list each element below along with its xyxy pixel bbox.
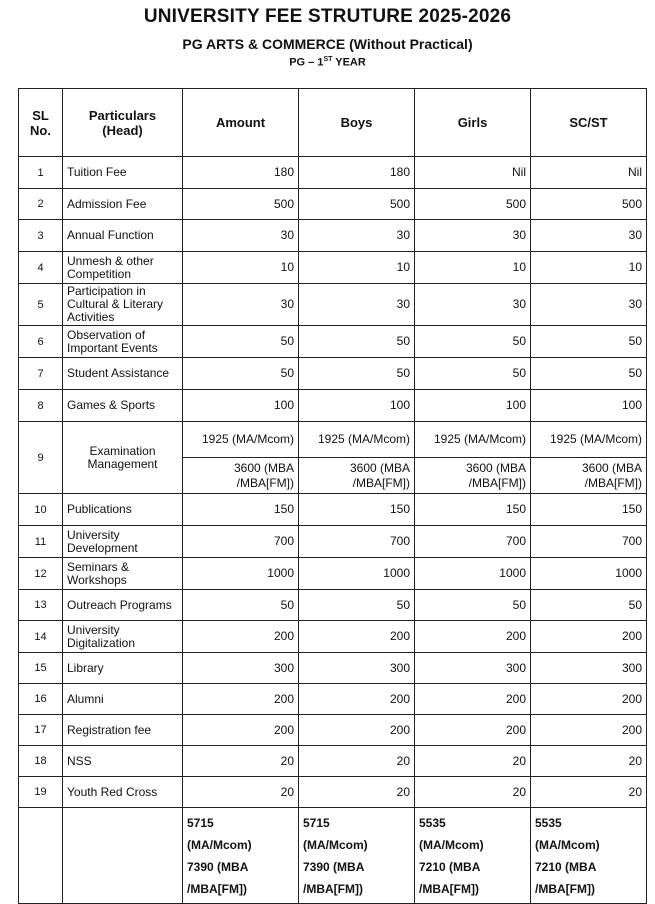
cell-girls: 100 [415, 390, 531, 422]
cell-scst-mba: 3600 (MBA /MBA[FM]) [531, 458, 647, 494]
table-row [19, 390, 647, 422]
table-row [19, 558, 647, 590]
cell-boys: 500 [299, 189, 415, 220]
cell-amount: 100 [183, 390, 299, 422]
cell-boys: 1000 [299, 558, 415, 590]
cell-sl: 16 [19, 684, 63, 715]
total-amount [183, 808, 299, 904]
total-girls-line2: (MA/Mcom) [419, 837, 484, 852]
cell-amount: 300 [183, 653, 299, 684]
cell-amount: 50 [183, 326, 299, 358]
cell-boys: 300 [299, 653, 415, 684]
total-amount-line3: 7390 (MBA [187, 859, 249, 874]
page-subtitle: PG ARTS & COMMERCE (Without Practical) [182, 36, 473, 52]
cell-boys-mba: 3600 (MBA /MBA[FM]) [299, 458, 415, 494]
total-sl-empty [19, 808, 63, 904]
cell-girls: 30 [415, 220, 531, 252]
cell-boys: 50 [299, 358, 415, 390]
header-sl [19, 89, 63, 157]
total-row [19, 808, 647, 904]
header-girls: Girls [415, 89, 531, 157]
cell-sl: 2 [19, 189, 63, 220]
cell-girls: 700 [415, 526, 531, 558]
cell-girls: 10 [415, 252, 531, 284]
table-row [19, 326, 647, 358]
cell-boys: 20 [299, 777, 415, 808]
cell-boys: 700 [299, 526, 415, 558]
cell-girls: 150 [415, 494, 531, 526]
cell-particular: Library [63, 653, 183, 684]
cell-particular: Alumni [63, 684, 183, 715]
cell-particular: Outreach Programs [63, 590, 183, 621]
cell-scst: 500 [531, 189, 647, 220]
cell-particular: Unmesh & other Competition [63, 252, 183, 284]
table-row [19, 684, 647, 715]
cell-amount-mcom: 1925 (MA/Mcom) [183, 422, 299, 458]
cell-sl: 9 [19, 422, 63, 494]
header-boys: Boys [299, 89, 415, 157]
cell-boys: 200 [299, 684, 415, 715]
cell-particular: Tuition Fee [63, 157, 183, 189]
table-row [19, 777, 647, 808]
cell-sl: 19 [19, 777, 63, 808]
total-particular-empty [63, 808, 183, 904]
total-scst-line4: /MBA[FM]) [535, 881, 595, 896]
cell-boys: 180 [299, 157, 415, 189]
cell-particular: Student Assistance [63, 358, 183, 390]
total-boys [299, 808, 415, 904]
table-row [19, 284, 647, 326]
cell-sl: 18 [19, 746, 63, 777]
cell-scst: 20 [531, 777, 647, 808]
table-row [19, 621, 647, 653]
total-boys-line3: 7390 (MBA [303, 859, 365, 874]
table-row [19, 189, 647, 220]
cell-boys: 200 [299, 715, 415, 746]
header-row [19, 89, 647, 157]
total-scst-line2: (MA/Mcom) [535, 837, 600, 852]
cell-particular: Annual Function [63, 220, 183, 252]
header-particulars-line1: Particulars [88, 107, 157, 123]
total-girls [415, 808, 531, 904]
cell-particular: NSS [63, 746, 183, 777]
cell-particular: University Development [63, 526, 183, 558]
fee-table [18, 88, 647, 904]
header-sl-line2: No. [30, 122, 51, 138]
cell-scst: 20 [531, 746, 647, 777]
total-boys-line1: 5715 [303, 815, 330, 830]
total-boys-line2: (MA/Mcom) [303, 837, 368, 852]
table-row [19, 358, 647, 390]
cell-particular: University Digitalization [63, 621, 183, 653]
cell-sl: 4 [19, 252, 63, 284]
cell-particular: Observation of Important Events [63, 326, 183, 358]
cell-particular: Admission Fee [63, 189, 183, 220]
total-amount-line1: 5715 [187, 815, 214, 830]
year-label [0, 56, 655, 69]
total-scst-line1: 5535 [535, 815, 562, 830]
cell-particular: Games & Sports [63, 390, 183, 422]
cell-girls-mba: 3600 (MBA /MBA[FM]) [415, 458, 531, 494]
cell-girls: 50 [415, 358, 531, 390]
cell-particular: Youth Red Cross [63, 777, 183, 808]
cell-amount: 200 [183, 621, 299, 653]
cell-girls: 20 [415, 777, 531, 808]
year-superscript: ST [323, 56, 333, 63]
cell-amount: 700 [183, 526, 299, 558]
cell-scst: 10 [531, 252, 647, 284]
cell-amount: 150 [183, 494, 299, 526]
cell-amount: 200 [183, 684, 299, 715]
table-row [19, 715, 647, 746]
cell-girls: 30 [415, 284, 531, 326]
cell-amount: 50 [183, 590, 299, 621]
cell-girls: 50 [415, 326, 531, 358]
cell-particular: Examination Management [63, 422, 183, 494]
cell-girls: 50 [415, 590, 531, 621]
cell-boys: 10 [299, 252, 415, 284]
table-row [19, 653, 647, 684]
cell-scst: 150 [531, 494, 647, 526]
cell-sl: 17 [19, 715, 63, 746]
total-amount-line2: (MA/Mcom) [187, 837, 252, 852]
total-boys-line4: /MBA[FM]) [303, 881, 363, 896]
cell-boys: 30 [299, 220, 415, 252]
cell-girls: 300 [415, 653, 531, 684]
cell-amount: 20 [183, 746, 299, 777]
header-amount: Amount [183, 89, 299, 157]
cell-scst-mcom: 1925 (MA/Mcom) [531, 422, 647, 458]
year-suffix: YEAR [332, 56, 366, 69]
cell-particular: Seminars & Workshops [63, 558, 183, 590]
cell-particular: Publications [63, 494, 183, 526]
cell-amount: 20 [183, 777, 299, 808]
cell-boys: 150 [299, 494, 415, 526]
cell-amount: 30 [183, 220, 299, 252]
cell-scst: 200 [531, 684, 647, 715]
cell-boys: 50 [299, 590, 415, 621]
cell-scst: 1000 [531, 558, 647, 590]
cell-boys: 20 [299, 746, 415, 777]
header-scst: SC/ST [531, 89, 647, 157]
cell-girls: 200 [415, 621, 531, 653]
cell-boys: 30 [299, 284, 415, 326]
cell-sl: 3 [19, 220, 63, 252]
header-sl-line1: SL [32, 107, 49, 123]
cell-boys: 100 [299, 390, 415, 422]
cell-boys: 50 [299, 326, 415, 358]
total-scst-line3: 7210 (MBA [535, 859, 597, 874]
cell-scst: 100 [531, 390, 647, 422]
cell-amount: 10 [183, 252, 299, 284]
table-row [19, 526, 647, 558]
cell-amount: 500 [183, 189, 299, 220]
cell-sl: 8 [19, 390, 63, 422]
cell-scst: 30 [531, 220, 647, 252]
cell-sl: 14 [19, 621, 63, 653]
cell-scst: Nil [531, 157, 647, 189]
cell-scst: 30 [531, 284, 647, 326]
total-girls-line4: /MBA[FM]) [419, 881, 479, 896]
cell-amount: 50 [183, 358, 299, 390]
cell-particular: Participation in Cultural & Literary Activities [63, 284, 183, 326]
cell-girls: 500 [415, 189, 531, 220]
table-row [19, 157, 647, 189]
total-scst [531, 808, 647, 904]
cell-boys: 200 [299, 621, 415, 653]
table-row [19, 252, 647, 284]
cell-girls: 20 [415, 746, 531, 777]
cell-scst: 50 [531, 590, 647, 621]
page-title: UNIVERSITY FEE STRUTURE 2025-2026 [143, 6, 512, 27]
cell-girls: 200 [415, 715, 531, 746]
table-row [19, 494, 647, 526]
cell-amount-mba: 3600 (MBA /MBA[FM]) [183, 458, 299, 494]
header-particulars [63, 89, 183, 157]
cell-girls-mcom: 1925 (MA/Mcom) [415, 422, 531, 458]
year-prefix: PG – 1 [289, 56, 324, 69]
table-row [19, 220, 647, 252]
cell-sl: 15 [19, 653, 63, 684]
total-amount-line4: /MBA[FM]) [187, 881, 247, 896]
cell-girls: 200 [415, 684, 531, 715]
cell-particular: Registration fee [63, 715, 183, 746]
cell-amount: 30 [183, 284, 299, 326]
cell-sl: 5 [19, 284, 63, 326]
exam-row-mcom [19, 422, 647, 458]
cell-scst: 200 [531, 715, 647, 746]
total-girls-line3: 7210 (MBA [419, 859, 481, 874]
cell-girls: Nil [415, 157, 531, 189]
cell-sl: 7 [19, 358, 63, 390]
cell-sl: 6 [19, 326, 63, 358]
cell-scst: 50 [531, 326, 647, 358]
cell-sl: 12 [19, 558, 63, 590]
cell-sl: 10 [19, 494, 63, 526]
header-particulars-line2: (Head) [102, 122, 143, 138]
cell-amount: 200 [183, 715, 299, 746]
cell-sl: 13 [19, 590, 63, 621]
cell-sl: 11 [19, 526, 63, 558]
cell-scst: 700 [531, 526, 647, 558]
cell-scst: 200 [531, 621, 647, 653]
cell-boys-mcom: 1925 (MA/Mcom) [299, 422, 415, 458]
cell-amount: 1000 [183, 558, 299, 590]
cell-sl: 1 [19, 157, 63, 189]
cell-amount: 180 [183, 157, 299, 189]
table-row [19, 746, 647, 777]
table-row [19, 590, 647, 621]
cell-scst: 300 [531, 653, 647, 684]
cell-girls: 1000 [415, 558, 531, 590]
total-girls-line1: 5535 [419, 815, 446, 830]
cell-scst: 50 [531, 358, 647, 390]
